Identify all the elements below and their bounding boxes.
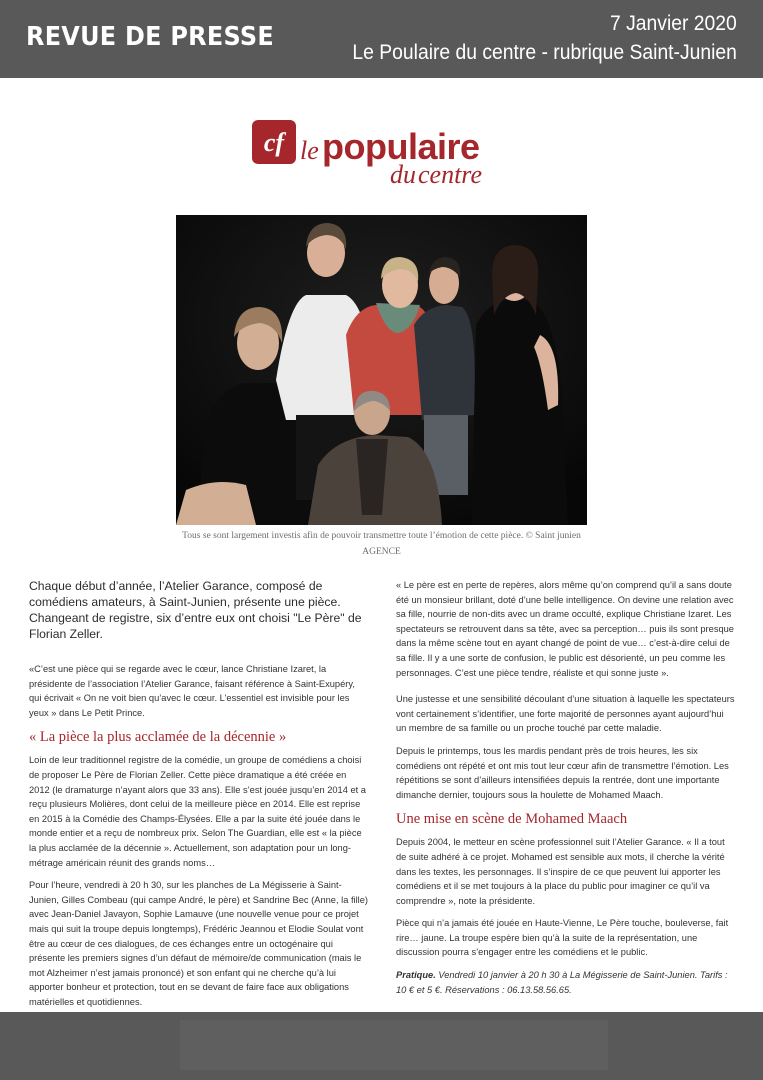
- article-subheading: « La pièce la plus acclamée de la décennie »: [29, 729, 287, 746]
- article-source: Le Poulaire du centre - rubrique Saint-Junien: [352, 41, 737, 64]
- practical-info-label: Pratique.: [396, 970, 436, 981]
- article-column-right: [396, 578, 736, 1005]
- article-paragraph: Une justesse et une sensibilité découlant d’une situation à laquelle les spectateurs vont certainement s’identifier, une forte majorité de personnes ayant aujourd’hui un membre de sa famille ou un proche touché par cette maladie.: [396, 694, 735, 734]
- article-photo: [176, 215, 587, 525]
- article-paragraph: «C’est une pièce qui se regarde avec le cœur, lance Christiane Izaret, la présidente de l’association l’Atelier Garance, faisant référence à Saint-Exupéry, qui écrivait « On ne voit bien qu’avec le cœur. L’essentiel est invisible pour les yeux » dans Le Petit Prince.: [29, 664, 355, 718]
- article-paragraph: Depuis le printemps, tous les mardis pendant près de trois heures, les six comédiens ont répété et ont mis tout leur cœur afin de transmettre l’émotion. Les répétitions se sont d’ailleurs intensifiées depuis la rentrée, dont une importante dimanche dernier, toujours sous la houlette de Mohamed Maach.: [396, 745, 729, 800]
- practical-info-text: Vendredi 10 janvier à 20 h 30 à La Mégisserie de Saint-Junien. Tarifs : 10 € et 5 €. Réservations : 06.13.58.56.65.: [396, 970, 728, 995]
- article-paragraph: Loin de leur traditionnel registre de la comédie, un groupe de comédiens a choisi de proposer Le Père de Florian Zeller. Cette pièce dramatique a été créée en 2012 (le dramaturge n’ayant alors que 33 ans). Elle s’est jouée jusqu’en 2014 et a reçu plusieurs Molières, dont celui de la meilleure pièce en 2014. Elle est reprise en 2015 à la Comédie des Champs-Élysées. Elle a par la suite été jouée dans le monde entier et a reçu de nombreux prix. Selon The Guardian, elle est « la pièce la plus acclamée de la décennie ». Actuellement, son adaptation pour un long-métrage américain réunit des grands noms…: [29, 755, 366, 868]
- article-lead: Chaque début d’année, l’Atelier Garance, composé de comédiens amateurs, à Saint-Junien, présente une pièce. Changeant de registre, six d’entre eux ont choisi "Le Père" de Florian Zeller.: [29, 579, 362, 641]
- article-paragraph: Pièce qui n’a jamais été jouée en Haute-Vienne, Le Père touche, bouleverse, fait rire… jaune. La troupe espère bien qu’à la suite de la représentation, une discussion pourra s’engager entre les comédiens et le public.: [396, 918, 729, 958]
- press-review-title: REVUE DE PRESSE: [26, 22, 275, 52]
- header-bar: [0, 0, 763, 78]
- article-paragraph: Pour l’heure, vendredi à 20 h 30, sur les planches de La Mégisserie à Saint-Junien, Gilles Combeau (qui campe André, le père) et Sandrine Bec (Anne, la fille) avec Jean-Daniel Javayon, Sophie Lamauve (une nouvelle venue pour ce projet mais qui suit la troupe depuis longtemps), Frédéric Jeannou et Elodie Soulat vont être au cœur de ces dialogues, de ces échanges entre un octogénaire qui présente les premiers signes d’un défaut de mémoire/de communication (mais le mot Alzheimer n’est jamais prononcé) et son enfant qui ne cherche qu’à lui apporter bonheur et protection, tout en se devant de faire face aux obligations matérielles et quotidiennes.: [29, 880, 369, 1007]
- photo-caption: Tous se sont largement investis afin de pouvoir transmettre toute l’émotion de cette pièce. © Saint junien AGENCE: [182, 531, 581, 557]
- logo-word-centre: centre: [418, 160, 482, 189]
- logo-word-du: du: [390, 160, 416, 189]
- newspaper-logo-mark: [252, 120, 296, 164]
- footer-bar: [0, 1012, 763, 1080]
- group-photo-illustration: [176, 215, 587, 525]
- article-paragraph: « Le père est en perte de repères, alors même qu’on comprend qu’il a sans doute été un monsieur brillant, doté d’une belle intelligence. On devine une relation avec sa fille, nourrie de non-dits avec un drame occulté, explique Christiane Izaret. Les spectateurs se retrouvent dans sa tête, avec sa perception… puis ils sont presque dans la même scène tout en ayant changé de point de vue… c’est-à-dire celui de sa fille. Il y a une sorte de confusion, le public est désorienté, un peu comme les personnages. C’est une pièce tendre, réaliste et qui sonne juste ».: [396, 580, 734, 678]
- logo-word-populaire: populaire: [322, 126, 480, 167]
- article-date: 7 Janvier 2020: [610, 12, 737, 35]
- logo-word-le: le: [300, 136, 319, 165]
- newspaper-logo: [252, 118, 522, 190]
- footer-panel: [180, 1020, 608, 1070]
- article-subheading: Une mise en scène de Mohamed Maach: [396, 811, 628, 828]
- logo-mark-text: cf: [263, 128, 285, 157]
- article-paragraph: Depuis 2004, le metteur en scène professionnel suit l’Atelier Garance. « Il a tout de suite adhéré à ce projet. Mohamed est sensible aux mots, il cherche la vérité dans les textes, les personnages. Il s’inspire de ce que peuvent lui apporter les comédiens et il se met toujours à la place du public pour imaginer ce qu’il va comprendre », note la présidente.: [396, 837, 725, 906]
- article-column-left: [29, 578, 369, 1017]
- practical-info: [396, 968, 736, 997]
